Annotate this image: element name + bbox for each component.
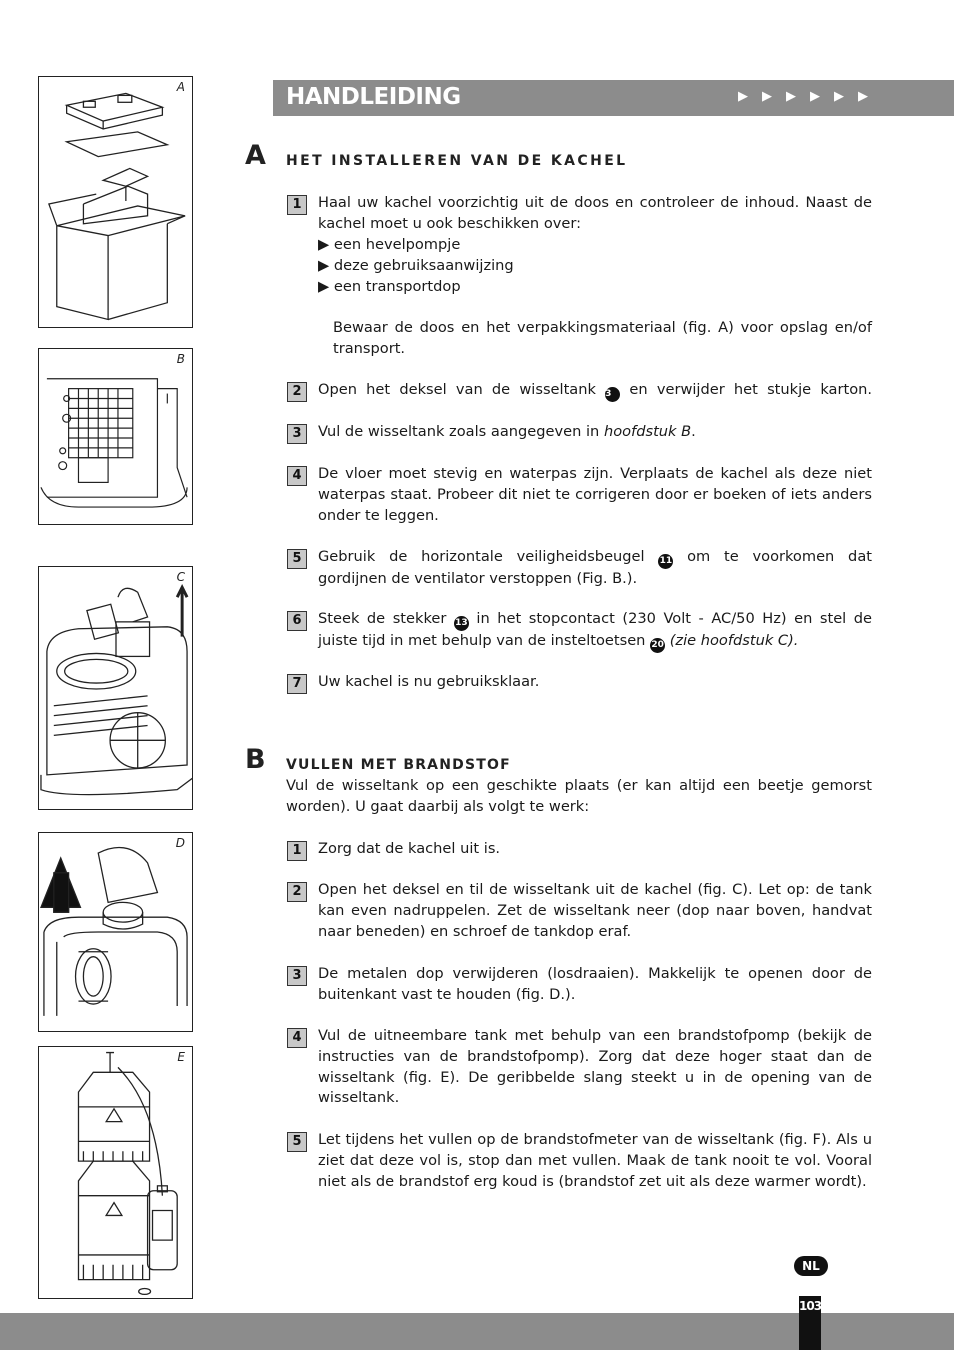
step-a5-text: Gebruik de horizontale veiligheidsbeugel 11 om te voorkomen dat gordijnen de ventilator verstoppen (Fig. B.). [318, 548, 872, 587]
bullet-item: ▶ een transportdop [318, 277, 461, 295]
figure-e [38, 1046, 193, 1299]
step-b2-number: 2 [287, 882, 307, 902]
step-a3-text: Vul de wisseltank zoals aangegeven in hoofdstuk B. [318, 423, 696, 440]
step-a6-number: 6 [287, 611, 307, 631]
figure-d-label: D [175, 836, 185, 850]
page-title: HANDLEIDING [286, 84, 461, 110]
step-a7-number: 7 [287, 674, 307, 694]
step-b4-text: Vul de uitneembare tank met behulp van een brandstofpomp (bekijk de instructies van de brandstofpomp). Zorg dat deze hoger staat dan de wisseltank (fig. E). De geribbelde slang steekt u in de opening van de wisseltank. [318, 1027, 872, 1107]
section-b-intro: Vul de wisseltank op een geschikte plaats (er kan altijd een beetje gemorst worden). U gaat daarbij als volgt te werk: [286, 777, 872, 815]
figure-b-label: B [176, 352, 185, 366]
figure-c [38, 566, 193, 810]
header-bar [273, 80, 954, 116]
step-a1-note: Bewaar de doos en het verpakkingsmateriaal (fig. A) voor opslag en/of transport. [333, 319, 872, 357]
step-a2-number: 2 [287, 382, 307, 402]
figure-a-label: A [176, 80, 185, 94]
remove-tank-illustration [39, 567, 192, 809]
step-a1-number: 1 [287, 195, 307, 215]
step-a1-text: Haal uw kachel voorzichtig uit de doos en controleer de inhoud. Naast de kachel moet u ook beschikken over: [318, 194, 872, 232]
step-b5-number: 5 [287, 1132, 307, 1152]
step-b1-number: 1 [287, 841, 307, 861]
arrow-decoration: ▶▶▶▶▶▶ [738, 89, 882, 104]
step-a5-number: 5 [287, 549, 307, 569]
figure-e-label: E [177, 1050, 185, 1064]
step-a2-text: Open het deksel van de wisseltank 3 en verwijder het stukje karton. [318, 380, 872, 402]
figure-c-label: C [176, 570, 185, 584]
bullet-item: ▶ een hevelpompje [318, 236, 461, 253]
step-a4-number: 4 [287, 466, 307, 486]
step-b2-text: Open het deksel en til de wisseltank uit de kachel (fig. C). Let op: de tank kan even nadruppelen. Zet de wisseltank neer (dop naar boven, handvat naar beneden) en schroef de tankdop eraf. [318, 881, 872, 940]
heater-safety-bar-illustration [39, 349, 192, 524]
step-b5-text: Let tijdens het vullen op de brandstofmeter van de wisseltank (fig. F). Als u ziet dat deze vol is, stop dan met vullen. Maak de tank nooit te vol. Vooral niet als de brandstof erg koud is (brandstof zet uit als deze warmer wordt). [318, 1131, 872, 1190]
step-b4-number: 4 [287, 1028, 307, 1048]
figure-b [38, 348, 193, 525]
step-a4-text: De vloer moet stevig en waterpas zijn. Verplaats de kachel als deze niet waterpas staat. Probeer dit niet te corrigeren door er boeken of iets anders onder te leggen. [318, 465, 872, 524]
ref-number-icon: 3 [605, 387, 620, 402]
figure-a [38, 76, 193, 328]
ref-number-icon: 13 [454, 616, 469, 631]
figure-d [38, 832, 193, 1032]
step-b3-text: De metalen dop verwijderen (losdraaien). Makkelijk te openen door de buitenkant vast te houden (fig. D.). [318, 965, 872, 1003]
section-b-title: VULLEN MET BRANDSTOF [286, 757, 511, 773]
section-a-title: HET INSTALLEREN VAN DE KACHEL [286, 153, 628, 169]
step-b1-text: Zorg dat de kachel uit is. [318, 840, 501, 857]
section-a-letter: A [245, 140, 266, 171]
unscrew-cap-illustration [39, 833, 192, 1031]
heater-box-illustration [39, 77, 192, 327]
ref-number-icon: 20 [650, 638, 665, 653]
step-a7-text: Uw kachel is nu gebruiksklaar. [318, 673, 540, 690]
section-b-letter: B [245, 744, 266, 775]
step-a6-text: Steek de stekker 13 in het stopcontact (230 Volt - AC/50 Hz) en stel de juiste tijd in met behulp van de insteltoetsen 20 (zie hoofdstuk C). [318, 609, 872, 653]
pump-fuel-illustration [39, 1047, 192, 1298]
language-badge: NL [794, 1256, 828, 1276]
step-b3-number: 3 [287, 966, 307, 986]
step-a1-bullets [318, 235, 872, 297]
page-number: 103 [799, 1296, 821, 1350]
step-a3-number: 3 [287, 424, 307, 444]
bullet-item: ▶ deze gebruiksaanwijzing [318, 256, 514, 274]
ref-number-icon: 11 [658, 554, 673, 569]
